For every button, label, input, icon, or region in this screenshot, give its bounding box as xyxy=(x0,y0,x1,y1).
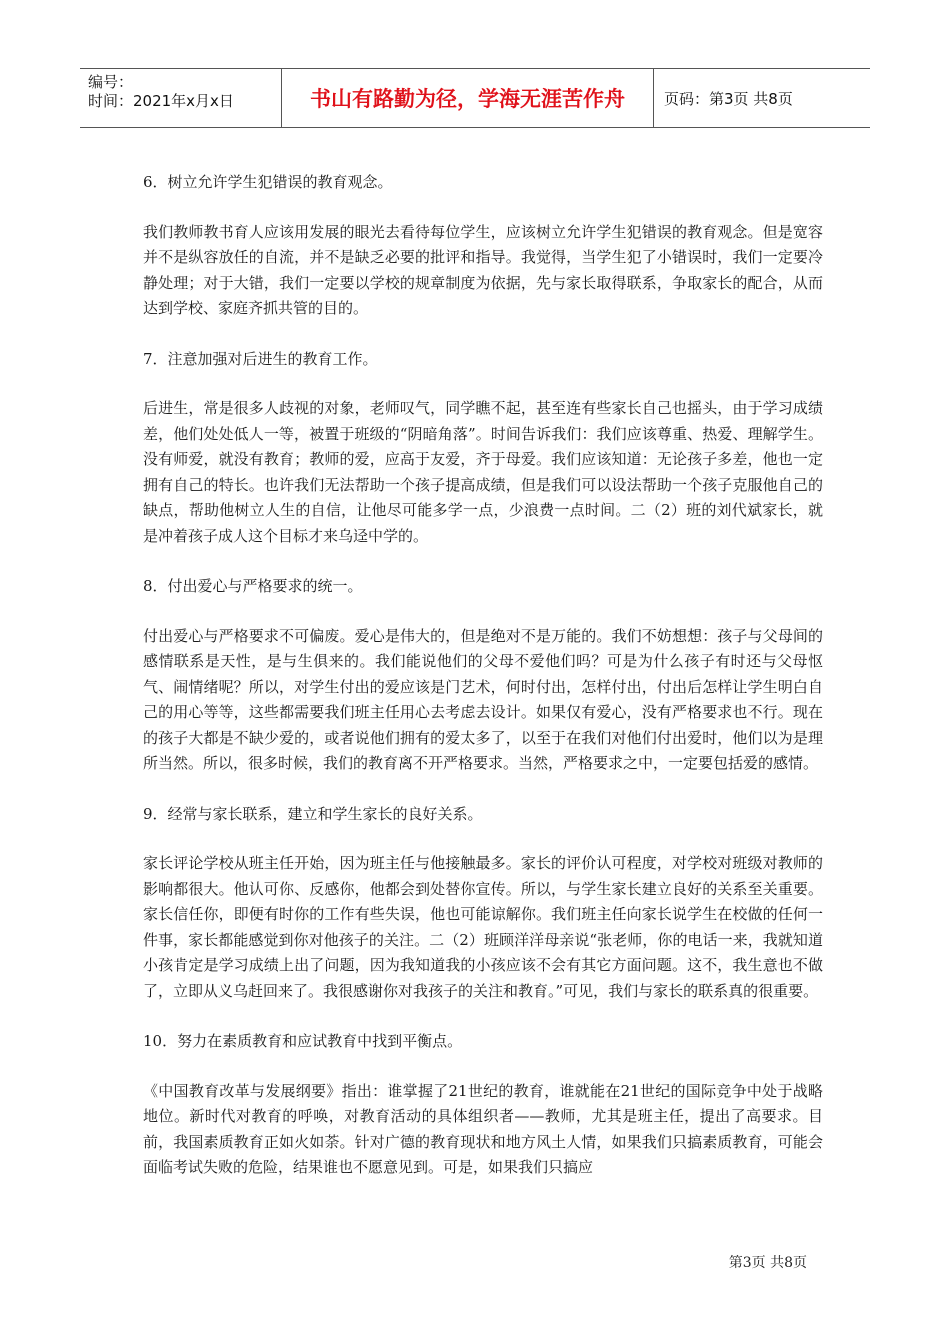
section-heading: 6．树立允许学生犯错误的教育观念。 xyxy=(143,173,393,191)
document-number-label: 编号： xyxy=(88,73,134,91)
document-body xyxy=(143,170,823,1206)
section-heading: 9．经常与家长联系，建立和学生家长的良好关系。 xyxy=(143,804,483,823)
header-info-cell xyxy=(80,69,281,127)
document-date-label: 时间：2021年x月x日 xyxy=(88,92,234,110)
body-paragraph: 家长评论学校从班主任开始，因为班主任与他接触最多。家长的评价认可程度，对学校对班级对教师的影响都很大。他认可你、反感你，他都会到处替你宣传。所以，与学生家长建立良好的关系至关重要。家长信任你，即便有时你的工作有些失误，他也可能谅解你。我们班主任向家长说学生在校做的任何一件事，家长都能感觉到你对他孩子的关注。二（2）班顾洋洋母亲说“张老师，你的电话一来，我就知道小孩肯定是学习成绩上出了问题，因为我知道我的小孩应该不会有其它方面问题。这不，我生意也不做了，立即从义乌赶回来了。我很感谢你对我孩子的关注和教育。”可见，我们与家长的联系真的很重要。 xyxy=(143,854,823,1000)
body-paragraph: 后进生，常是很多人歧视的对象，老师叹气，同学瞧不起，甚至连有些家长自己也摇头，由于学习成绩差，他们处处低人一等，被置于班级的“阴暗角落”。时间告诉我们：我们应该尊重、热爱、理解学生。没有师爱，就没有教育；教师的爱，应高于友爱，齐于母爱。我们应该知道：无论孩子多差，他也一定拥有自己的特长。也许我们无法帮助一个孩子提高成绩，但是我们可以设法帮助一个孩子克服他自己的缺点，帮助他树立人生的自信，让他尽可能多学一点，少浪费一点时间。二（2）班的刘代斌家长，就是冲着孩子成人这个目标才来乌迳中学的。 xyxy=(143,399,823,545)
section-heading: 8．付出爱心与严格要求的统一。 xyxy=(143,577,363,595)
body-paragraph: 我们教师教书育人应该用发展的眼光去看待每位学生，应该树立允许学生犯错误的教育观念。但是宽容并不是纵容放任的自流，并不是缺乏必要的批评和指导。我觉得，当学生犯了小错误时，我们一定要冷静处理；对于大错，我们一定要以学校的规章制度为依据，先与家长取得联系，争取家长的配合，从而达到学校、家庭齐抓共管的目的。 xyxy=(143,222,823,317)
page-header xyxy=(80,68,870,128)
header-motto: 书山有路勤为径，学海无涯苦作舟 xyxy=(281,69,654,127)
page-footer-number: 第3页 共8页 xyxy=(728,1255,807,1271)
section-heading: 7．注意加强对后进生的教育工作。 xyxy=(143,349,378,368)
header-page-number: 页码：第3页 共8页 xyxy=(664,89,793,108)
section-heading: 10．努力在素质教育和应试教育中找到平衡点。 xyxy=(143,1032,463,1050)
body-paragraph: 付出爱心与严格要求不可偏废。爱心是伟大的，但是绝对不是万能的。我们不妨想想：孩子与父母间的感情联系是天性，是与生俱来的。我们能说他们的父母不爱他们吗？可是为什么孩子有时还与父母怄气、闹情绪呢？所以，对学生付出的爱应该是门艺术，何时付出，怎样付出，付出后怎样让学生明白自己的用心等等，这些都需要我们班主任用心去考虑去设计。如果仅有爱心，没有严格要求也不行。现在的孩子大都是不缺少爱的，或者说他们拥有的爱太多了，以至于在我们对他们付出爱时，他们以为是理所当然。所以，很多时候，我们的教育离不开严格要求。当然，严格要求之中，一定要包括爱的感情。 xyxy=(143,626,823,772)
body-paragraph: 《中国教育改革与发展纲要》指出：谁掌握了21世纪的教育，谁就能在21世纪的国际竞争中处于战略地位。新时代对教育的呼唤，对教育活动的具体组织者——教师，尤其是班主任，提出了高要求。目前，我国素质教育正如火如荼。针对广德的教育现状和地方风土人情，如果我们只搞素质教育，可能会面临考试失败的危险，结果谁也不愿意见到。可是，如果我们只搞应 xyxy=(143,1081,823,1176)
